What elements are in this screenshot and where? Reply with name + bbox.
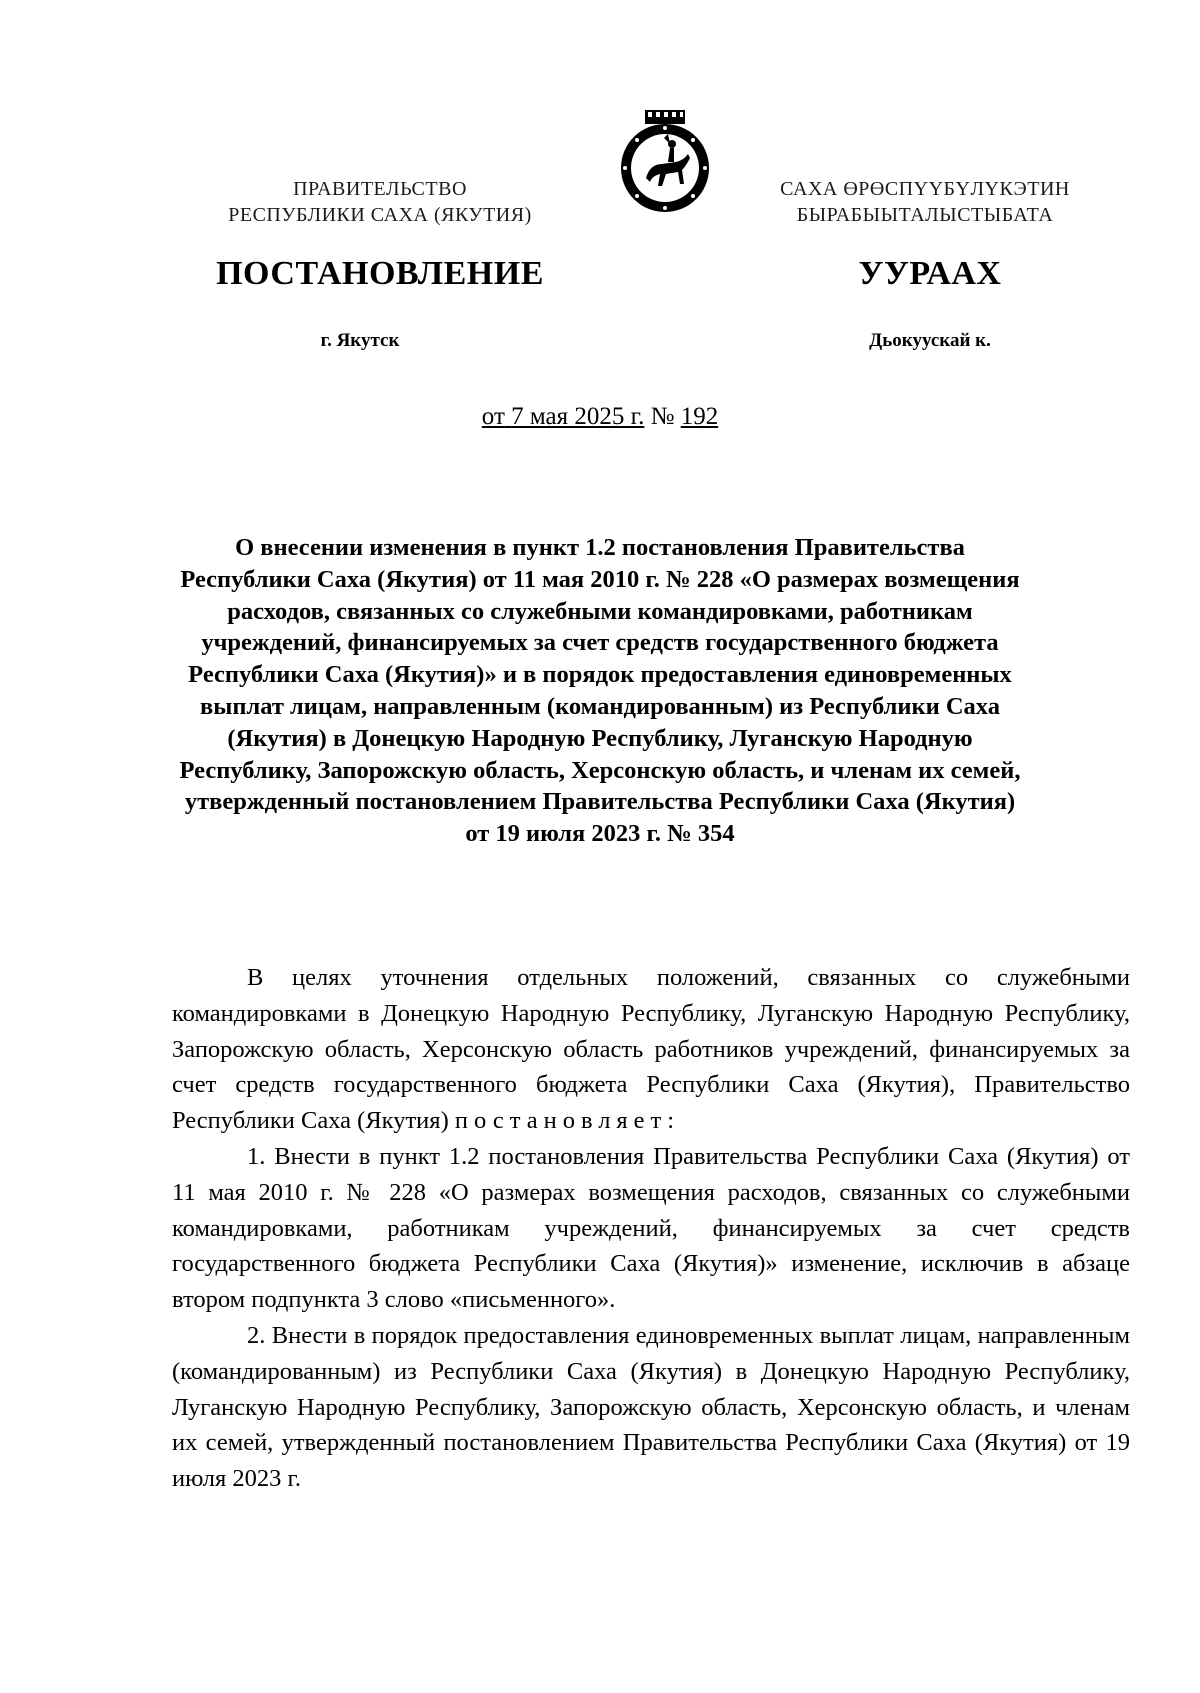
org-name-sakha-line2: БЫРАБЫЫТАЛЫСТЫБАТА — [796, 204, 1054, 226]
doctype-ru: ПОСТАНОВЛЕНИЕ — [216, 255, 544, 292]
decree-word: постановляет: — [454, 1107, 681, 1135]
document-date: 7 мая 2025 г. — [511, 403, 645, 430]
org-name-ru-line2: РЕСПУБЛИКИ САХА (ЯКУТИЯ) — [228, 204, 532, 226]
item-1-paragraph: 1. Внести в пункт 1.2 постановления Правительства Республики Саха (Якутия) от 11 мая 2010 г. № 228 «О размерах возмещения расходов, связанных со служебными командировками, работникам учреждений, финансируемых за счет средств государственного бюджета Республики Саха (Якутия)» изменение, исключив в абзаце втором подпункта 3 слово «письменного». — [172, 1142, 1130, 1314]
org-name-ru-line1: ПРАВИТЕЛЬСТВО — [293, 178, 467, 200]
item-2-paragraph: 2. Внести в порядок предоставления единовременных выплат лицам, направленным (командированным) из Республики Саха (Якутия) в Донецкую Народную Республику, Луганскую Народную Республику, Запорожскую область, Херсонскую область, и членам их семей, утвержденный постановлением Правительства Республики Саха (Якутия) от 19 июля 2023 г. — [172, 1321, 1130, 1493]
city-ru: г. Якутск — [320, 330, 400, 351]
document-body — [172, 960, 1130, 1497]
preamble-paragraph — [172, 960, 1130, 1139]
document-title: О внесении изменения в пункт 1.2 постановления Правительства Республики Саха (Якутия) от 11 мая 2010 г. № 228 «О размерах возмещения расходов, связанных со служебными командировками, работникам учреждений, финансируемых за счет средств государственного бюджета Республики Саха (Якутия)» и в порядок предоставления единовременных выплат лицам, направленным (командированным) из Республики Саха (Якутия) в Донецкую Народную Республику, Луганскую Народную Республику, Запорожскую область, Херсонскую область, и членам их семей, утвержденный постановлением Правительства Республики Саха (Якутия) от 19 июля 2023 г. № 354 — [179, 534, 1021, 848]
document-number: 192 — [680, 403, 719, 430]
date-prefix: от — [481, 403, 505, 430]
number-sign: № — [650, 403, 675, 430]
city-sakha: Дьокуускай к. — [869, 330, 991, 351]
doctype-sakha: УУРААХ — [858, 255, 1002, 292]
org-name-ru — [170, 176, 590, 228]
date-number-line — [0, 403, 1200, 431]
preamble-text: В целях уточнения отдельных положений, связанных со служебными командировками в Донецкую Народную Республику, Луганскую Народную Республику, Запорожскую область, Херсонскую область работников учреждений, финансируемых за счет средств государственного бюджета Республики Саха (Якутия), Правительство Республики Саха (Якутия) — [172, 964, 1130, 1135]
org-name-sakha — [730, 176, 1120, 228]
coat-of-arms-icon — [610, 108, 720, 218]
org-name-sakha-line1: САХА ӨРӨСПҮҮБҮЛҮКЭТИН — [780, 178, 1070, 200]
